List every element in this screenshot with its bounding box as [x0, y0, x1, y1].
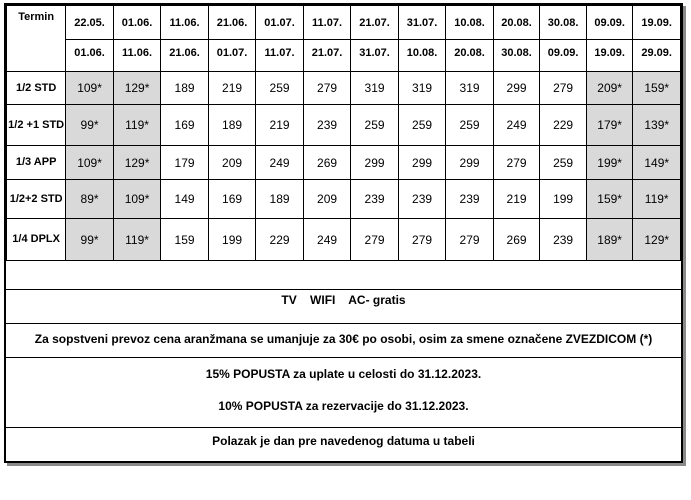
price-cell: 159 [161, 219, 209, 261]
price-cell: 319 [446, 72, 494, 105]
discount-full-text: 15% POPUSTA za uplate u celosti do 31.12.2023. [205, 367, 482, 381]
discounts-note [6, 357, 681, 427]
price-cell: 259 [398, 105, 446, 146]
price-row [7, 146, 681, 180]
price-cell: 249 [256, 146, 304, 180]
period-end: 11.06. [122, 46, 153, 59]
period-start: 01.07. [256, 12, 303, 40]
price-cell: 269 [493, 219, 540, 261]
period-start: 20.08. [494, 12, 540, 40]
room-type-label: 1/4 DPLX [7, 219, 66, 261]
room-type-label: 1/2 +1 STD [7, 105, 66, 146]
price-cell: 99* [66, 105, 114, 146]
period-header [446, 6, 494, 72]
price-cell: 259 [351, 105, 399, 146]
price-cell: 199* [586, 146, 633, 180]
period-end: 19.09. [594, 46, 625, 59]
price-cell: 129* [113, 146, 161, 180]
period-start: 30.08. [540, 12, 586, 40]
price-cell: 179* [586, 105, 633, 146]
price-row [7, 105, 681, 146]
price-cell: 99* [66, 219, 114, 261]
price-cell: 209 [303, 180, 351, 219]
price-cell: 199 [208, 219, 256, 261]
price-cell: 189 [208, 105, 256, 146]
period-start: 31.07. [399, 12, 446, 40]
price-cell: 259 [446, 105, 494, 146]
price-cell: 179 [161, 146, 209, 180]
period-header [351, 6, 399, 72]
amenities-text: TV WIFI AC- gratis [281, 293, 406, 307]
period-start: 11.07. [304, 12, 351, 40]
price-list-frame [4, 3, 683, 463]
departure-text: Polazak je dan pre navedenog datuma u tabeli [212, 434, 475, 448]
price-table [6, 5, 681, 261]
price-cell: 259 [540, 146, 587, 180]
price-cell: 109* [66, 146, 114, 180]
price-cell: 219 [208, 72, 256, 105]
period-start: 21.07. [351, 12, 398, 40]
price-cell: 279 [398, 219, 446, 261]
room-type-label: 1/2 STD [7, 72, 66, 105]
period-header [303, 6, 351, 72]
period-header [586, 6, 633, 72]
period-header [113, 6, 161, 72]
price-row [7, 180, 681, 219]
price-cell: 239 [303, 105, 351, 146]
price-cell: 239 [398, 180, 446, 219]
price-cell: 189* [586, 219, 633, 261]
price-cell: 219 [493, 180, 540, 219]
price-cell: 199 [540, 180, 587, 219]
period-header [398, 6, 446, 72]
price-cell: 239 [351, 180, 399, 219]
price-cell: 159* [633, 72, 681, 105]
price-cell: 129* [113, 72, 161, 105]
period-start: 10.08. [446, 12, 493, 40]
period-start: 19.09. [633, 12, 680, 40]
period-end: 11.07. [264, 46, 295, 59]
price-cell: 279 [493, 146, 540, 180]
period-end: 30.08. [501, 46, 532, 59]
own-transport-text: Za sopstveni prevoz cena aranžmana se umanjuje za 30€ po osobi, osim za smene označene ZVEZDICOM (*) [34, 332, 653, 346]
price-cell: 279 [446, 219, 494, 261]
price-cell: 229 [540, 105, 587, 146]
period-end: 21.06. [169, 46, 200, 59]
price-cell: 239 [446, 180, 494, 219]
price-cell: 109* [66, 72, 114, 105]
room-type-label: 1/3 APP [7, 146, 66, 180]
departure-note [6, 427, 681, 461]
period-start: 01.06. [114, 12, 161, 40]
price-cell: 249 [303, 219, 351, 261]
price-cell: 119* [113, 105, 161, 146]
period-header [256, 6, 304, 72]
period-start: 11.06. [161, 12, 208, 40]
price-cell: 109* [113, 180, 161, 219]
price-cell: 89* [66, 180, 114, 219]
price-cell: 169 [208, 180, 256, 219]
price-cell: 149 [161, 180, 209, 219]
price-row [7, 72, 681, 105]
period-end: 20.08. [454, 46, 485, 59]
price-cell: 209 [208, 146, 256, 180]
price-cell: 119* [113, 219, 161, 261]
price-cell: 119* [633, 180, 681, 219]
price-cell: 259 [256, 72, 304, 105]
price-cell: 299 [493, 72, 540, 105]
period-end: 09.09. [547, 46, 579, 59]
period-start: 22.05. [66, 12, 113, 40]
period-header [66, 6, 114, 72]
price-cell: 189 [161, 72, 209, 105]
period-header [540, 6, 587, 72]
price-cell: 249 [493, 105, 540, 146]
price-cell: 299 [398, 146, 446, 180]
period-end: 01.06. [74, 46, 105, 59]
price-cell: 299 [351, 146, 399, 180]
period-start: 09.09. [587, 12, 633, 40]
period-end: 10.08. [406, 46, 438, 59]
discount-reservation-text: 10% POPUSTA za rezervacije do 31.12.2023. [218, 399, 469, 413]
price-cell: 129* [633, 219, 681, 261]
period-end: 21.07. [311, 46, 343, 59]
price-cell: 219 [256, 105, 304, 146]
price-cell: 299 [446, 146, 494, 180]
price-cell: 229 [256, 219, 304, 261]
period-header [633, 6, 681, 72]
period-end: 29.09. [641, 46, 672, 59]
amenities-note [6, 289, 681, 323]
period-end: 01.07. [216, 46, 248, 59]
period-end: 31.07. [359, 46, 390, 59]
price-cell: 189 [256, 180, 304, 219]
price-cell: 149* [633, 146, 681, 180]
room-type-label: 1/2+2 STD [7, 180, 66, 219]
price-cell: 169 [161, 105, 209, 146]
price-cell: 319 [398, 72, 446, 105]
price-cell: 279 [303, 72, 351, 105]
price-cell: 209* [586, 72, 633, 105]
price-cell: 159* [586, 180, 633, 219]
price-row [7, 219, 681, 261]
period-start: 21.06. [209, 12, 256, 40]
period-header [161, 6, 209, 72]
price-cell: 269 [303, 146, 351, 180]
header-row [7, 6, 681, 72]
period-header [208, 6, 256, 72]
price-cell: 279 [540, 72, 587, 105]
price-cell: 279 [351, 219, 399, 261]
price-cell: 139* [633, 105, 681, 146]
price-cell: 319 [351, 72, 399, 105]
price-cell: 239 [540, 219, 587, 261]
own-transport-note [6, 323, 681, 357]
termin-header: Termin [7, 6, 66, 72]
period-header [493, 6, 540, 72]
